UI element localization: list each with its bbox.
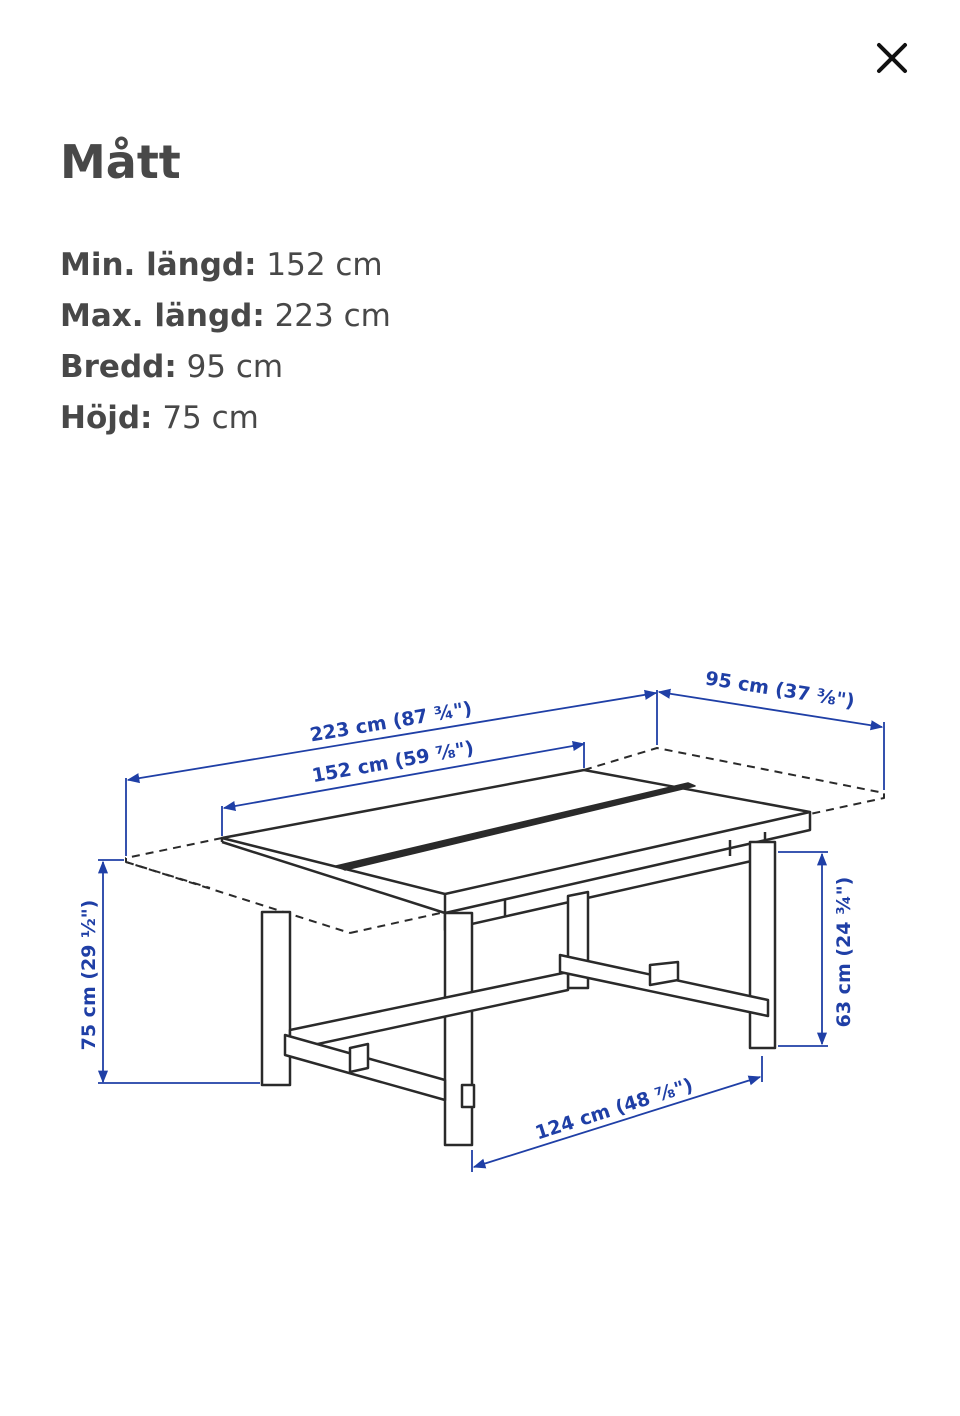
page-title: Mått [60,135,181,189]
spec-height: Höjd: 75 cm [60,400,259,436]
dim-label-inner-height: 63 cm (24 ¾") [833,876,855,1028]
spec-width: Bredd: 95 cm [60,349,284,385]
dim-label-width: 95 cm (37 ⅜") [703,667,857,713]
dim-label-height: 75 cm (29 ½") [78,899,100,1051]
dim-label-min-length: 152 cm (59 ⅞") [310,737,476,788]
close-icon [866,32,918,84]
dim-label-max-length: 223 cm (87 ¾") [308,697,474,747]
dim-label-leg-span: 124 cm (48 ⅞") [532,1074,696,1145]
dimension-list [60,240,391,444]
table-drawing [126,748,884,1145]
spec-max-length: Max. längd: 223 cm [60,298,391,334]
spec-min-length: Min. längd: 152 cm [60,247,383,283]
close-button[interactable] [866,32,918,84]
table-dimension-diagram [0,600,960,1220]
